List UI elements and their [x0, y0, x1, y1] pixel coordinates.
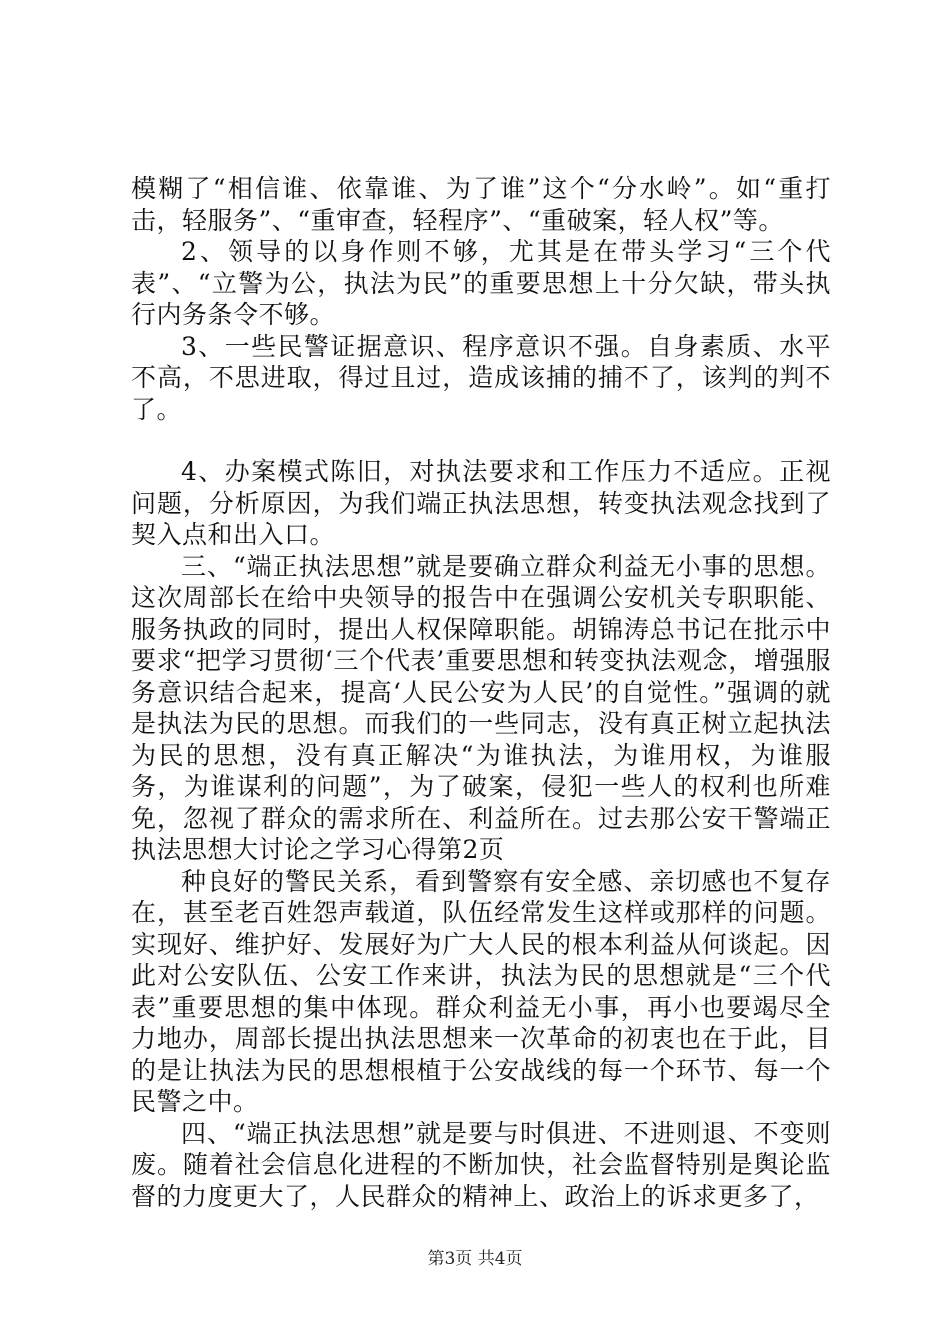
paragraph-item-4: 4、办案模式陈旧，对执法要求和工作压力不适应。正视问题，分析原因，为我们端正执法思想，转变执法观念找到了契入点和出入口。	[131, 457, 831, 549]
paragraph-section-3: 三、“端正执法思想”就是要确立群众利益无小事的思想。这次周部长在给中央领导的报告中在强调公安机关专职职能、服务执政的同时，提出人权保障职能。胡锦涛总书记在批示中要求“把学习贯彻‘三个代表’重要思想和转变执法观念，增强服务意识结合起来，提高‘人民公安为人民’的自觉性。”强调的就是执法为民的思想。而我们的一些同志，没有真正树立起执法为民的思想，没有真正解决“为谁执法，为谁用权，为谁服务，为谁谋利的问题”，为了破案，侵犯一些人的权利也所难免，忽视了群众的需求所在、利益所在。过去那公安干警端正执法思想大讨论之学习心得第2页	[131, 551, 831, 864]
paragraph-section-3-cont: 种良好的警民关系，看到警察有安全感、亲切感也不复存在，甚至老百姓怨声载道，队伍经常发生这样或那样的问题。实现好、维护好、发展好为广大人民的根本利益从何谈起。因此对公安队伍、公安工作来讲，执法为民的思想就是“三个代表”重要思想的集中体现。群众利益无小事，再小也要竭尽全力地办，周部长提出执法思想来一次革命的初衷也在于此，目的是让执法为民的思想根植于公安战线的每一个环节、每一个民警之中。	[131, 866, 831, 1116]
paragraph-item-3: 3、一些民警证据意识、程序意识不强。自身素质、水平不高，不思进取，得过且过，造成该捕的捕不了，该判的判不了。	[131, 331, 831, 424]
paragraph-section-4: 四、“端正执法思想”就是要与时俱进、不进则退、不变则废。随着社会信息化进程的不断加快，社会监督特别是舆论监督的力度更大了，人民群众的精神上、政治上的诉求更多了，	[131, 1118, 831, 1211]
document-body	[131, 173, 831, 1212]
paragraph-item-2: 2、领导的以身作则不够，尤其是在带头学习“三个代表”、“立警为公，执法为民”的重要思想上十分欠缺，带头执行内务条令不够。	[131, 237, 831, 329]
paragraph-gap	[131, 425, 831, 456]
paragraph-continuation: 模糊了“相信谁、依靠谁、为了谁”这个“分水岭”。如“重打击，轻服务”、“重审查，轻程序”、“重破案，轻人权”等。	[131, 174, 831, 235]
page-footer: 第3页 共4页	[427, 1249, 523, 1269]
